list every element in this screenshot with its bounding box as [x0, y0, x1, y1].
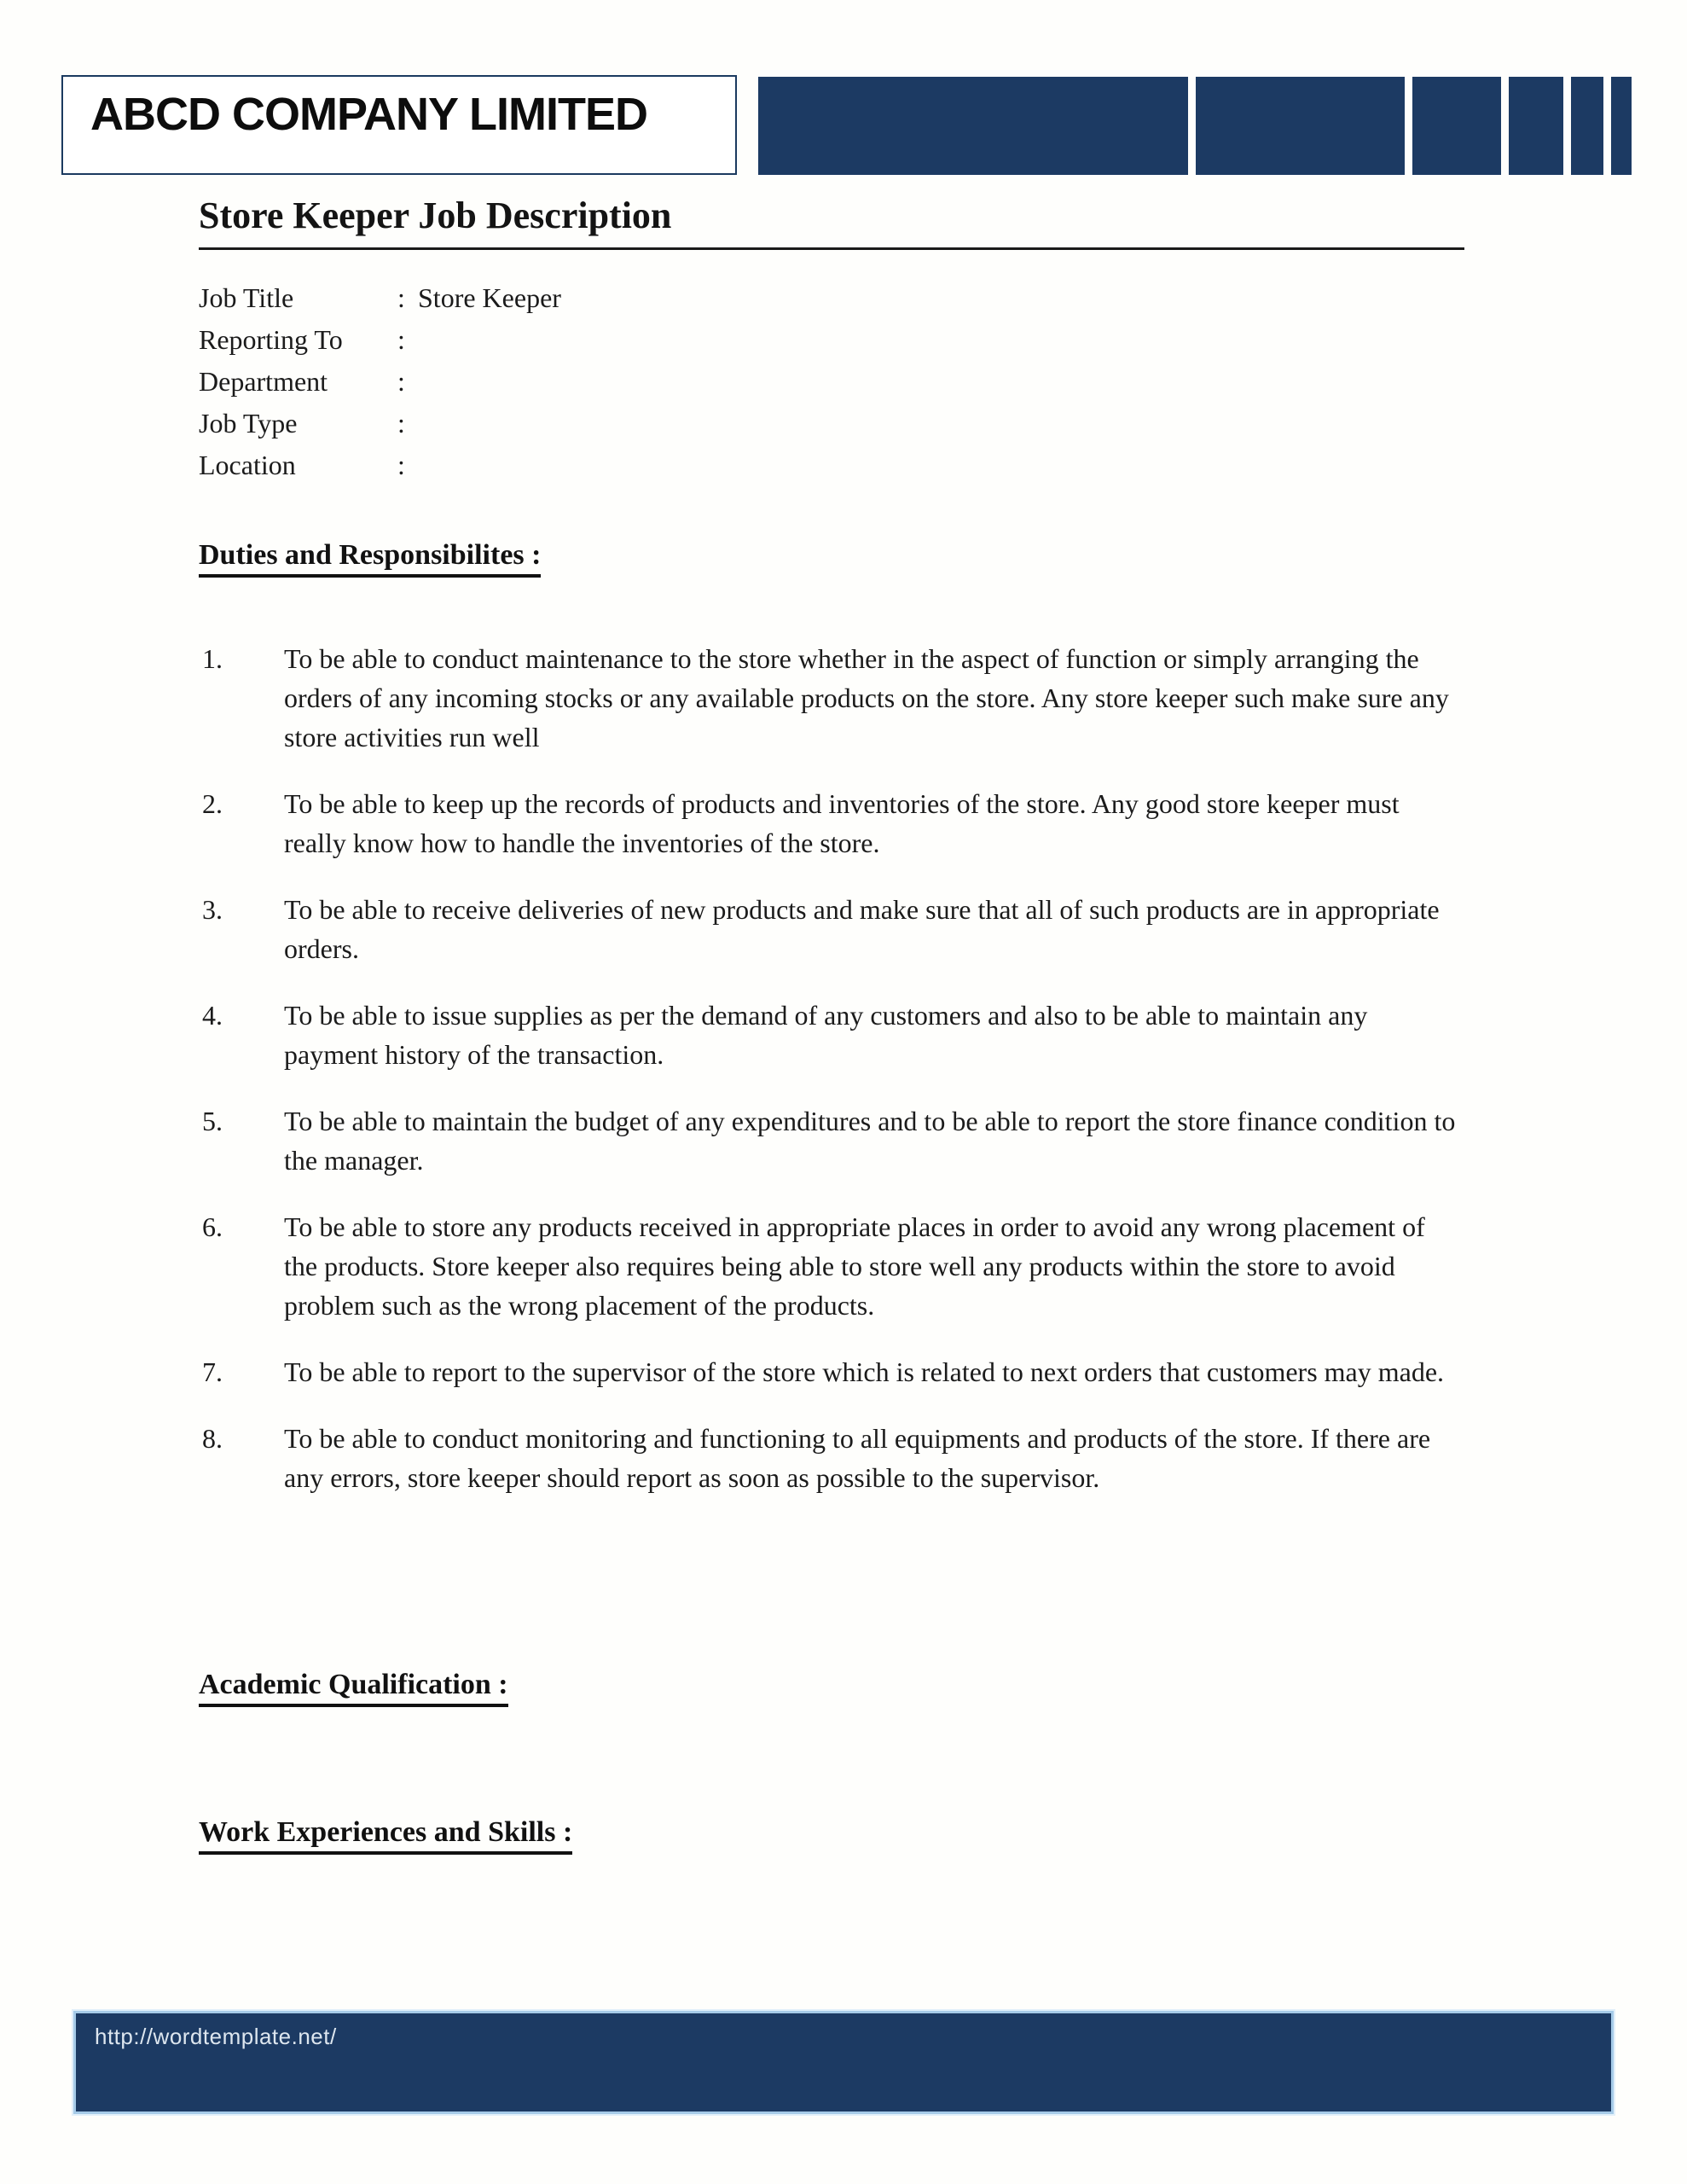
field-separator: :: [397, 324, 405, 355]
field-separator: :: [397, 408, 405, 439]
duty-number: 6.: [202, 1211, 223, 1242]
duty-item: [202, 1207, 1464, 1325]
field-row-job-title: [199, 282, 561, 324]
duties-list: [202, 639, 1464, 1525]
header-accent-bar: [758, 77, 1188, 175]
field-separator: :: [397, 366, 405, 397]
header-accent-bar: [1196, 77, 1405, 175]
duty-number: 3.: [202, 894, 223, 925]
header-decoration-bars: [758, 77, 1632, 175]
company-logo-box: [61, 75, 737, 175]
work-experiences-heading: Work Experiences and Skills :: [199, 1816, 572, 1855]
page-title: Store Keeper Job Description: [199, 195, 672, 236]
duty-item: [202, 1419, 1464, 1497]
title-underline-rule: [199, 194, 1464, 250]
field-separator: :: [397, 450, 405, 480]
field-label: Reporting To: [199, 324, 343, 355]
field-row-department: [199, 366, 561, 408]
field-label: Location: [199, 450, 296, 480]
field-label: Job Title: [199, 282, 294, 313]
header-accent-bar: [1571, 77, 1603, 175]
field-row-reporting-to: [199, 324, 561, 366]
duty-number: 7.: [202, 1356, 223, 1387]
duty-text: To be able to conduct maintenance to the store whether in the aspect of function or simply arranging the orders of any incoming stocks or any available products on the store. Any store keeper such make sure any store activities run well: [284, 643, 1449, 752]
duty-item: [202, 996, 1464, 1074]
field-separator: :: [397, 282, 405, 313]
duty-number: 5.: [202, 1106, 223, 1136]
duty-item: [202, 784, 1464, 863]
duty-item: [202, 1352, 1464, 1391]
academic-qualification-heading: Academic Qualification :: [199, 1669, 508, 1707]
duty-item: [202, 890, 1464, 968]
duties-heading: Duties and Responsibilites :: [199, 539, 541, 578]
header-accent-bar: [1611, 77, 1632, 175]
header-accent-bar: [1509, 77, 1563, 175]
duty-text: To be able to maintain the budget of any expenditures and to be able to report the store finance condition to the manager.: [284, 1106, 1456, 1176]
duty-item: [202, 1101, 1464, 1180]
duty-number: 1.: [202, 643, 223, 674]
duty-text: To be able to conduct monitoring and functioning to all equipments and products of the store. If there are any errors, store keeper should report as soon as possible to the supervisor.: [284, 1423, 1431, 1493]
duty-number: 4.: [202, 1000, 223, 1031]
field-label: Job Type: [199, 408, 298, 439]
duty-item: [202, 639, 1464, 757]
field-value: Store Keeper: [418, 282, 561, 313]
duty-text: To be able to report to the supervisor of the store which is related to next orders that customers may made.: [284, 1356, 1445, 1387]
job-info-fields: [199, 282, 561, 491]
field-row-location: [199, 450, 561, 491]
duty-text: To be able to receive deliveries of new products and make sure that all of such products are in appropriate orders.: [284, 894, 1440, 964]
header-accent-bar: [1412, 77, 1501, 175]
footer-bar: [73, 2011, 1614, 2114]
field-row-job-type: [199, 408, 561, 450]
footer-url: http://wordtemplate.net/: [95, 2024, 337, 2049]
duty-text: To be able to issue supplies as per the demand of any customers and also to be able to maintain any payment history of the transaction.: [284, 1000, 1368, 1070]
company-name: ABCD COMPANY LIMITED: [90, 88, 647, 140]
field-label: Department: [199, 366, 328, 397]
duty-text: To be able to keep up the records of products and inventories of the store. Any good store keeper must really know how to handle the inventories of the store.: [284, 788, 1400, 858]
duty-number: 2.: [202, 788, 223, 819]
duty-number: 8.: [202, 1423, 223, 1454]
duty-text: To be able to store any products received in appropriate places in order to avoid any wrong placement of the products. Store keeper also requires being able to store well any products within the store to avoid problem such as the wrong placement of the products.: [284, 1211, 1425, 1321]
